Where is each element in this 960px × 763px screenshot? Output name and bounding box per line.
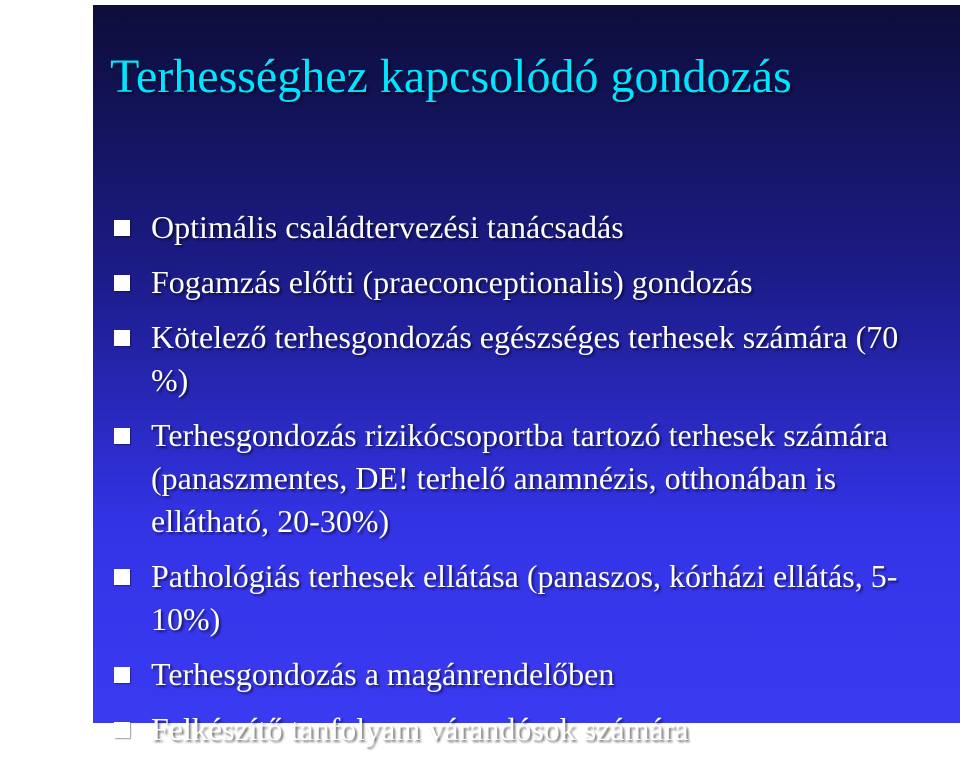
square-bullet-icon — [114, 220, 130, 236]
square-bullet-icon — [114, 667, 130, 683]
bullet-text: Terhesgondozás rizikócsoportba tartozó terhesek számára (panaszmentes, DE! terhelő anamnézis, otthonában is ellátható, 20-30%) — [151, 417, 888, 539]
square-bullet-icon — [114, 722, 130, 738]
bullet-text: Kötelező terhesgondozás egészséges terhesek számára (70 %) — [151, 319, 899, 398]
slide-title: Terhességhez kapcsolódó gondozás — [110, 50, 792, 103]
bullet-list — [110, 206, 940, 763]
bullet-item — [110, 316, 940, 402]
square-bullet-icon — [114, 428, 130, 444]
bullet-text: Terhesgondozás a magánrendelőben — [151, 656, 615, 692]
bullet-item — [110, 206, 940, 249]
square-bullet-icon — [114, 569, 130, 585]
bullet-text: Fogamzás előtti (praeconceptionalis) gondozás — [151, 264, 753, 300]
bullet-item — [110, 653, 940, 696]
square-bullet-icon — [114, 275, 130, 291]
bullet-item — [110, 261, 940, 304]
bullet-text: Pathológiás terhesek ellátása (panaszos, kórházi ellátás, 5-10%) — [151, 558, 898, 637]
bullet-text: Optimális családtervezési tanácsadás — [151, 209, 624, 245]
bullet-item — [110, 708, 940, 751]
bullet-item — [110, 555, 940, 641]
bullet-text: Felkészítő tanfolyam várandósok számára — [151, 711, 689, 747]
bullet-item — [110, 414, 940, 543]
square-bullet-icon — [114, 330, 130, 346]
